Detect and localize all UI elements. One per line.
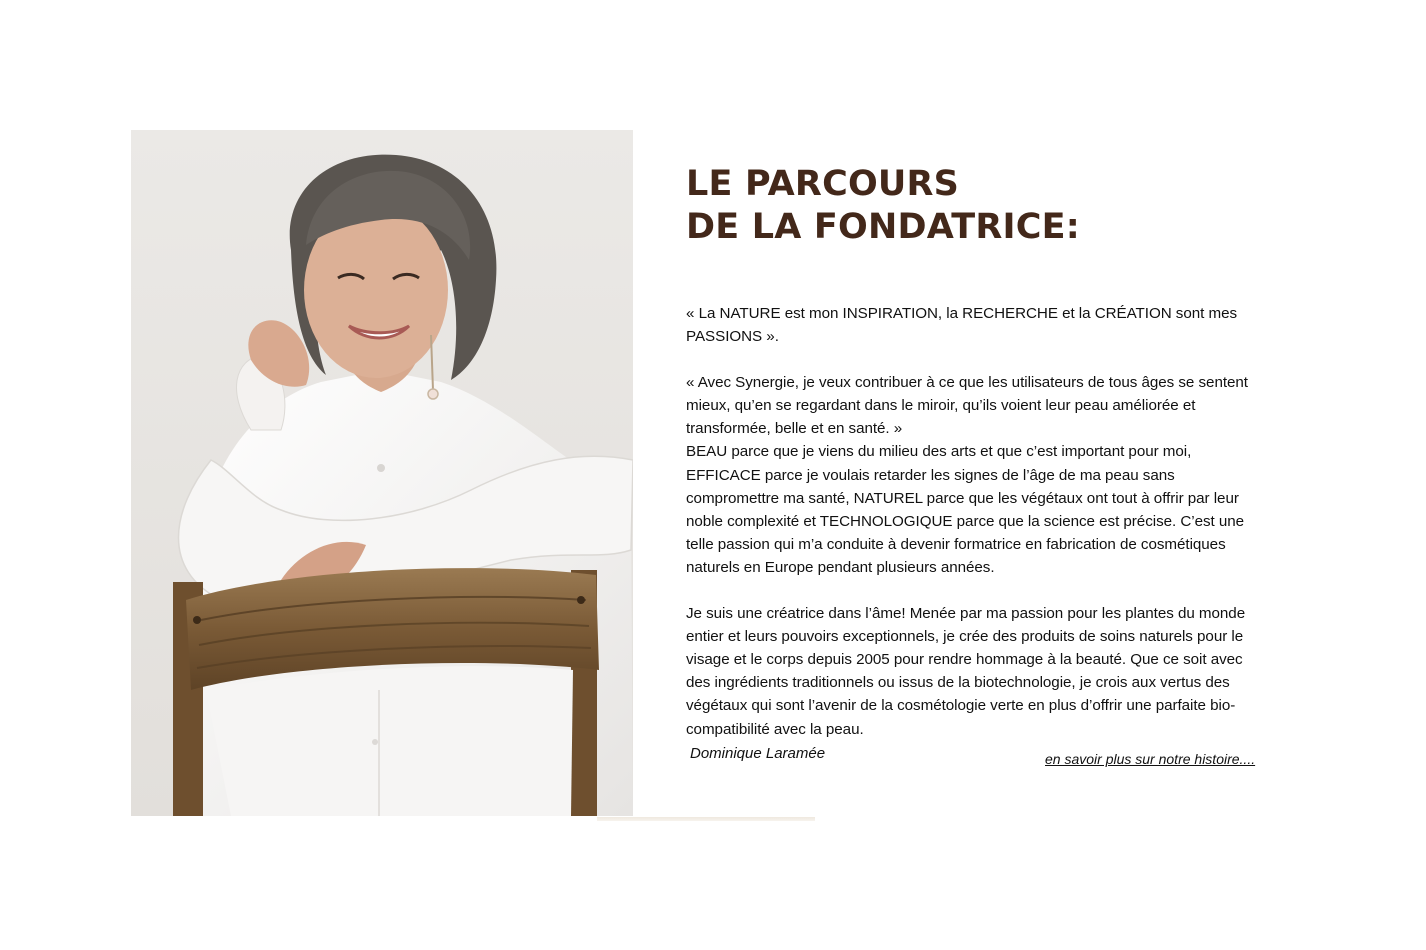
founder-portrait [131, 130, 633, 816]
founder-section [686, 163, 1266, 765]
founder-signature: Dominique Laramée [690, 744, 826, 762]
quote-paragraph: « La NATURE est mon INSPIRATION, la RECHERCHE et la CRÉATION sont mes PASSIONS ». [686, 305, 1238, 346]
founder-portrait-illustration [131, 130, 633, 816]
history-link[interactable]: en savoir plus sur notre histoire.... [1045, 751, 1256, 767]
mission-paragraph: « Avec Synergie, je veux contribuer à ce que les utilisateurs de tous âges se sentent mieux, qu’en se regardant dans le miroir, qu’ils voient leur peau améliorée et transformée, belle et en santé. » [686, 374, 1248, 438]
section-title [686, 163, 1266, 249]
values-paragraph: BEAU parce que je viens du milieu des arts et que c’est important pour moi, EFFICACE parce je voulais retarder les signes de l’âge de ma peau sans compromettre ma santé, NATUREL parce que les végétaux ont tout à offrir par leur noble complexité et TECHNOLOGIQUE parce que la science est précise. C’est une telle passion qui m’a conduite à devenir formatrice en fabrication de cosmétiques naturels en Europe pendant plusieurs années. [686, 443, 1245, 576]
creator-paragraph: Je suis une créatrice dans l’âme! Menée par ma passion pour les plantes du monde entier et leurs pouvoirs exceptionnels, je crée des produits de soins naturels pour le visage et le corps depuis 2005 pour rendre hommage à la beauté. Que ce soit avec des ingrédients traditionnels ou issus de la biotechnologie, je crois aux vertus des végétaux qui sont l’avenir de la cosmétologie verte en plus d’offrir une parfaite bio-compatibilité avec la peau. [686, 605, 1246, 738]
photo-bottom-strip [597, 817, 815, 821]
section-title-line-2: DE LA FONDATRICE: [686, 207, 1080, 247]
section-title-line-1: LE PARCOURS [686, 164, 960, 204]
